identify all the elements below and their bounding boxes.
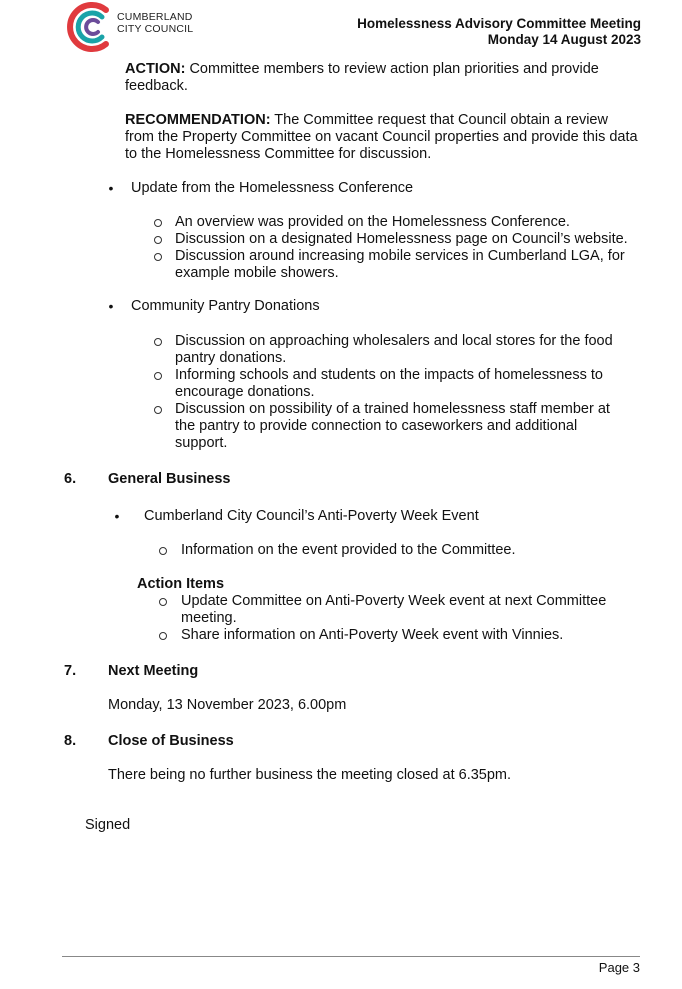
recommendation-text-2: from the Property Committee on vacant Council properties and provide this data: [125, 129, 638, 145]
list-item: Discussion on a designated Homelessness page on Council’s website.: [175, 231, 628, 247]
section-title-next-meeting: Next Meeting: [108, 663, 199, 679]
footer-divider: [62, 956, 640, 957]
sub-bullet-circle: [154, 372, 162, 380]
document-header: [357, 16, 641, 48]
list-item: Discussion around increasing mobile services in Cumberland LGA, for: [175, 248, 625, 264]
action-text-1: Committee members to review action plan priorities and provide: [185, 61, 599, 77]
section-number: 6.: [64, 471, 77, 487]
recommendation-label: RECOMMENDATION:: [125, 112, 271, 128]
bullet-dot: •: [114, 508, 120, 524]
meeting-date: Monday 14 August 2023: [487, 32, 641, 47]
sub-bullet-circle: [154, 236, 162, 244]
section-number: 7.: [64, 663, 77, 679]
logo-line-2: CITY COUNCIL: [117, 22, 194, 35]
action-paragraph: [125, 61, 641, 95]
list-item: meeting.: [181, 610, 237, 626]
council-logo: [66, 0, 206, 54]
list-item: example mobile showers.: [175, 265, 339, 281]
logo-line-1: CUMBERLAND: [117, 11, 193, 23]
sub-bullet-circle: [159, 598, 167, 606]
conference-title: Update from the Homelessness Conference: [131, 180, 414, 196]
pantry-title: Community Pantry Donations: [131, 298, 320, 314]
signed-label: Signed: [85, 817, 131, 833]
sub-bullet-circle: [154, 219, 162, 227]
anti-poverty-bullet: Cumberland City Council’s Anti-Poverty Week Event: [144, 508, 479, 524]
list-item: Discussion on approaching wholesalers and local stores for the food: [175, 333, 613, 349]
action-text-2: feedback.: [125, 78, 188, 94]
section-title-general-business: General Business: [108, 471, 231, 487]
page-number: Page 3: [598, 960, 640, 975]
sub-bullet-circle: [154, 338, 162, 346]
logo-wordmark: [117, 12, 193, 35]
section-title-close-of-business: Close of Business: [108, 733, 234, 749]
section-number: 8.: [64, 733, 77, 749]
list-item: the pantry to provide connection to caseworkers and additional: [175, 418, 578, 434]
next-meeting-date: Monday, 13 November 2023, 6.00pm: [108, 697, 347, 713]
recommendation-paragraph: [125, 112, 641, 163]
council-logo-icon: [66, 0, 116, 54]
close-of-business-text: There being no further business the meeting closed at 6.35pm.: [108, 767, 512, 783]
list-item: encourage donations.: [175, 384, 315, 400]
sub-bullet-circle: [154, 253, 162, 261]
sub-bullet-circle: [154, 406, 162, 414]
action-items-label: Action Items: [137, 576, 225, 592]
list-item: Informing schools and students on the impacts of homelessness to: [175, 367, 603, 383]
list-item: Update Committee on Anti-Poverty Week event at next Committee: [181, 593, 607, 609]
list-item: Share information on Anti-Poverty Week event with Vinnies.: [181, 627, 564, 643]
meeting-title: Homelessness Advisory Committee Meeting: [357, 16, 641, 31]
sub-bullet-circle: [159, 547, 167, 555]
list-item: An overview was provided on the Homelessness Conference.: [175, 214, 570, 230]
list-item: Information on the event provided to the Committee.: [181, 542, 516, 558]
list-item: support.: [175, 435, 228, 451]
sub-bullet-circle: [159, 632, 167, 640]
recommendation-text-3: to the Homelessness Committee for discussion.: [125, 146, 432, 162]
list-item: pantry donations.: [175, 350, 287, 366]
bullet-dot: •: [108, 298, 114, 314]
list-item: Discussion on possibility of a trained homelessness staff member at: [175, 401, 610, 417]
recommendation-text-1: The Committee request that Council obtain a review: [270, 112, 608, 128]
action-label: ACTION:: [125, 61, 186, 77]
bullet-dot: •: [108, 180, 114, 196]
